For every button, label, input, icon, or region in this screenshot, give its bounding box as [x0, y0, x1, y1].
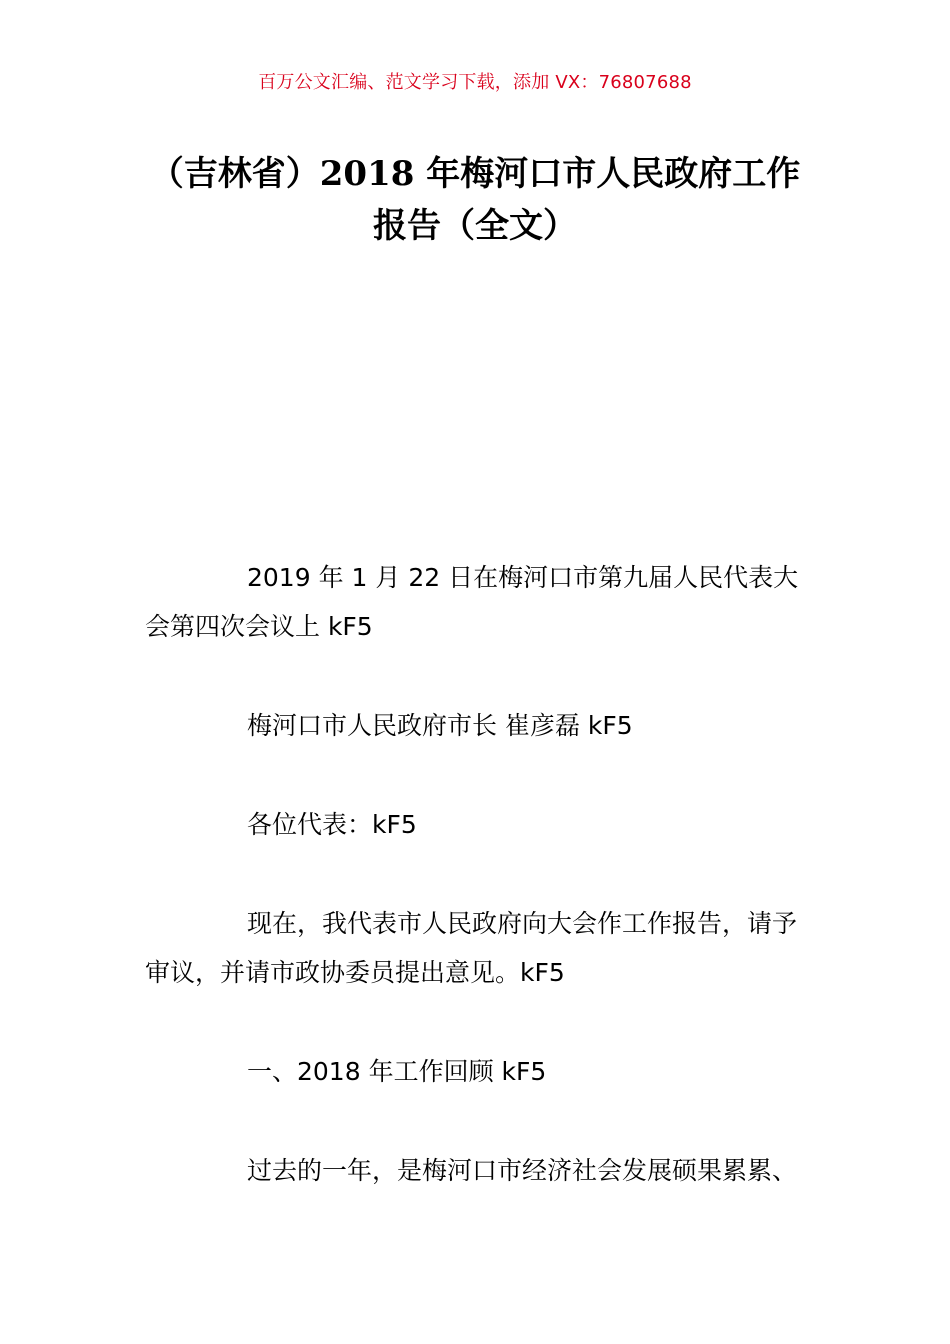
paragraph-salutation: 各位代表：kF5	[247, 810, 417, 839]
paragraph-intro: 现在，我代表市人民政府向大会作工作报告，请予审议，并请市政协委员提出意见。kF5	[145, 909, 798, 987]
title-line-2: 报告（全文）	[373, 206, 577, 246]
paragraph-date-venue: 2019 年 1 月 22 日在梅河口市第九届人民代表大会第四次会议上 kF5	[145, 563, 799, 641]
paragraph-speaker: 梅河口市人民政府市长 崔彦磊 kF5	[247, 711, 633, 740]
document-title	[145, 148, 805, 252]
paragraph-review-start: 过去的一年，是梅河口市经济社会发展硕果累累、	[247, 1156, 798, 1185]
title-line-1: （吉林省）2018 年梅河口市人民政府工作	[149, 154, 801, 194]
header-watermark-note: 百万公文汇编、范文学习下载，添加 VX：76807688	[258, 72, 692, 93]
document-body	[145, 553, 810, 1245]
section-heading-review: 一、2018 年工作回顾 kF5	[247, 1057, 547, 1086]
